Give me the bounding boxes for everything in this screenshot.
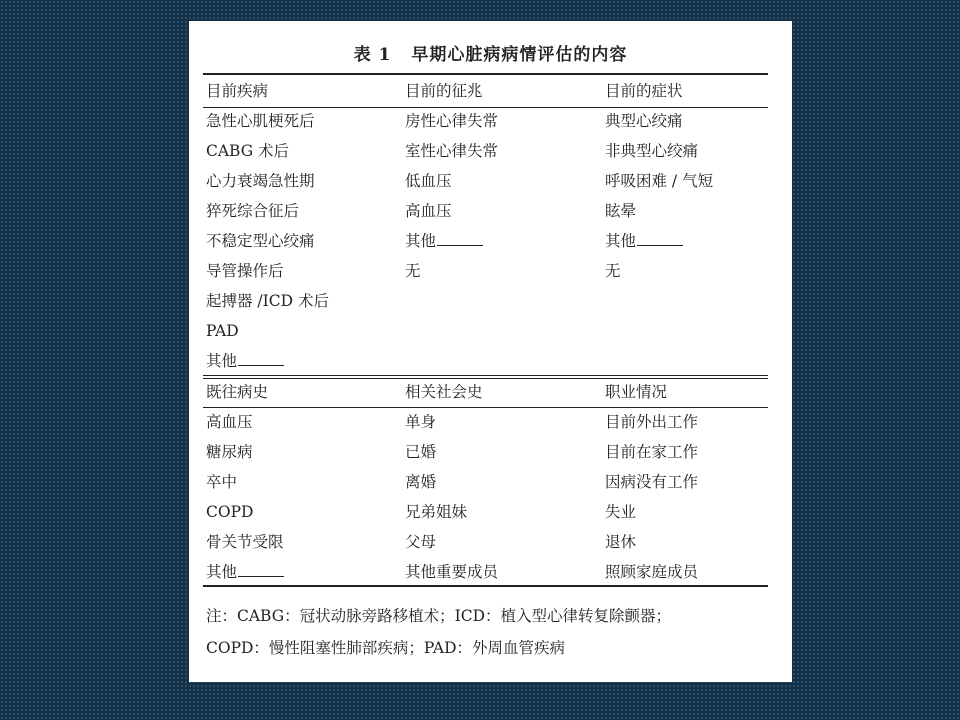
table-note-line-1: 注：CABG：冠状动脉旁路移植术；ICD：植入型心律转复除颤器； bbox=[206, 607, 672, 625]
table-cell-with-blank bbox=[206, 346, 284, 376]
table-cell: 照顾家庭成员 bbox=[605, 563, 699, 581]
section2-header-row bbox=[189, 377, 792, 407]
table-cell: 父母 bbox=[405, 533, 437, 551]
cell-text: 其他 bbox=[206, 352, 238, 370]
table-cell: 起搏器 /ICD 术后 bbox=[206, 292, 329, 310]
table-cell: 失业 bbox=[605, 503, 637, 521]
table-cell: 目前外出工作 bbox=[605, 413, 699, 431]
table-cell: 非典型心绞痛 bbox=[605, 142, 699, 160]
table-row bbox=[189, 166, 792, 196]
table-cell: 眩晕 bbox=[605, 202, 637, 220]
table-row bbox=[189, 437, 792, 467]
table-cell: 导管操作后 bbox=[206, 262, 284, 280]
cell-text: 其他 bbox=[605, 232, 637, 250]
table-caption-title: 早期心脏病病情评估的内容 bbox=[411, 45, 628, 65]
table-cell: CABG 术后 bbox=[206, 142, 290, 160]
table-cell: 无 bbox=[405, 262, 421, 280]
table-cell: 卒中 bbox=[206, 473, 238, 491]
table-caption bbox=[189, 40, 792, 65]
section-divider-rule-top bbox=[203, 375, 768, 376]
table-cell-with-blank bbox=[206, 557, 284, 587]
table-row bbox=[189, 106, 792, 136]
table-cell: COPD bbox=[206, 503, 254, 521]
table-cell: 兄弟姐妹 bbox=[405, 503, 468, 521]
table-cell: 骨关节受限 bbox=[206, 533, 284, 551]
fill-in-blank-line bbox=[238, 561, 284, 577]
table-cell: 单身 bbox=[405, 413, 437, 431]
table-row bbox=[189, 196, 792, 226]
table-image-panel bbox=[189, 21, 792, 682]
table-cell-with-blank bbox=[405, 226, 483, 256]
table-cell: 离婚 bbox=[405, 473, 437, 491]
table-cell: 典型心绞痛 bbox=[605, 112, 683, 130]
header-current-symptoms: 目前的症状 bbox=[605, 82, 683, 100]
section1-header-row bbox=[189, 76, 792, 106]
table-cell: 糖尿病 bbox=[206, 443, 253, 461]
fill-in-blank-line bbox=[637, 230, 683, 246]
cell-text: 其他 bbox=[405, 232, 437, 250]
table-cell: 高血压 bbox=[405, 202, 452, 220]
fill-in-blank-line bbox=[437, 230, 483, 246]
table-cell: 猝死综合征后 bbox=[206, 202, 300, 220]
table-note-line-2: COPD：慢性阻塞性肺部疾病；PAD：外周血管疾病 bbox=[206, 639, 566, 657]
table-cell: 房性心律失常 bbox=[405, 112, 499, 130]
header-past-history: 既往病史 bbox=[206, 383, 269, 401]
table-cell: 目前在家工作 bbox=[605, 443, 699, 461]
table-cell: 低血压 bbox=[405, 172, 452, 190]
table-cell: 退休 bbox=[605, 533, 637, 551]
table-cell: 其他重要成员 bbox=[405, 563, 499, 581]
table-cell: 不稳定型心绞痛 bbox=[206, 232, 315, 250]
table-caption-number: 表 1 bbox=[353, 45, 392, 65]
table-row bbox=[189, 136, 792, 166]
table-row bbox=[189, 346, 792, 376]
table-row bbox=[189, 407, 792, 437]
table-cell: 急性心肌梗死后 bbox=[206, 112, 315, 130]
table-cell: 因病没有工作 bbox=[605, 473, 699, 491]
table-row bbox=[189, 467, 792, 497]
header-current-disease: 目前疾病 bbox=[206, 82, 269, 100]
table-cell-with-blank bbox=[605, 226, 683, 256]
header-occupation: 职业情况 bbox=[605, 383, 668, 401]
table-row bbox=[189, 286, 792, 316]
table-row bbox=[189, 497, 792, 527]
bottom-rule bbox=[203, 585, 768, 587]
table-row bbox=[189, 256, 792, 286]
table-cell: 无 bbox=[605, 262, 621, 280]
header-social-history: 相关社会史 bbox=[405, 383, 483, 401]
table-cell: PAD bbox=[206, 322, 239, 340]
cell-text: 其他 bbox=[206, 563, 238, 581]
fill-in-blank-line bbox=[238, 350, 284, 366]
table-row bbox=[189, 226, 792, 256]
table-cell: 呼吸困难 / 气短 bbox=[605, 172, 714, 190]
table-cell: 心力衰竭急性期 bbox=[206, 172, 315, 190]
header-current-signs: 目前的征兆 bbox=[405, 82, 483, 100]
top-rule bbox=[203, 73, 768, 75]
table-cell: 高血压 bbox=[206, 413, 253, 431]
table-row bbox=[189, 557, 792, 587]
table-cell: 室性心律失常 bbox=[405, 142, 499, 160]
table-row bbox=[189, 527, 792, 557]
table-row bbox=[189, 316, 792, 346]
table-cell: 已婚 bbox=[405, 443, 437, 461]
